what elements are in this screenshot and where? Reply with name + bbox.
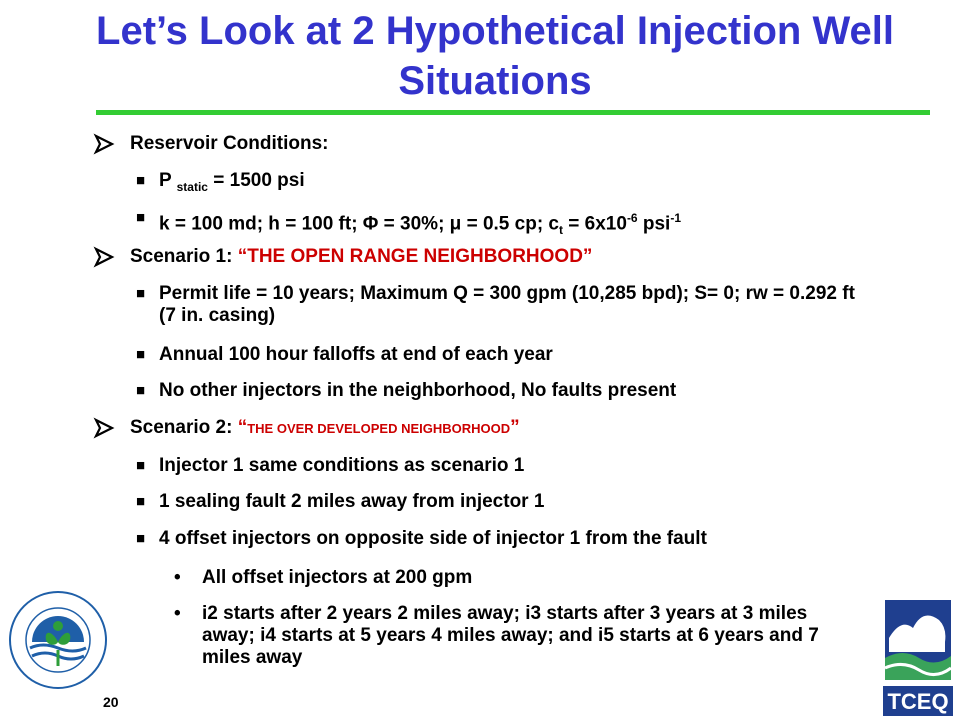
square-bullet-icon: ■ [136, 493, 146, 510]
square-bullet-icon: ■ [136, 530, 146, 547]
pstatic-text: P $_{static}$ = 1500 psi [159, 170, 305, 194]
scenario-1-heading: Scenario 1: “THE OPEN RANGE NEIGHBORHOOD” [130, 246, 593, 267]
reservoir-heading: Reservoir Conditions: [130, 133, 329, 154]
reservoir-properties-text: k = 100 md; h = 100 ft; Φ = 30%; μ = 0.5 cp; $c_t = 6x10^{-6}$ psi$^{-1}$ [159, 211, 682, 238]
square-bullet-icon: ■ [136, 172, 146, 189]
scenario-2-name: THE OVER DEVELOPED NEIGHBORHOOD [247, 421, 511, 436]
arrow-bullet-icon [92, 417, 116, 439]
square-bullet-icon: ■ [136, 457, 146, 474]
scenario-1-name: “THE OPEN RANGE NEIGHBORHOOD” [237, 246, 593, 267]
arrow-bullet-icon [92, 133, 116, 155]
tceq-logo [883, 598, 953, 716]
square-bullet-icon: ■ [136, 285, 146, 302]
round-bullet-icon: • [174, 567, 181, 588]
square-bullet-icon: ■ [136, 346, 146, 363]
arrow-bullet-icon [92, 246, 116, 268]
scenario-2-heading: Scenario 2: “THE OVER DEVELOPED NEIGHBORHOOD” [130, 417, 520, 438]
slide-title: Let’s Look at 2 Hypothetical Injection Well Situations [96, 9, 894, 103]
tceq-logo-text: TCEQ [887, 689, 949, 714]
round-bullet-icon: • [174, 603, 181, 624]
square-bullet-icon: ■ [136, 209, 146, 226]
page-number: 20 [103, 694, 119, 710]
slide-body: Reservoir Conditions: ■ P $_{static}$ = 1500 psi ■ k = 100 md; h = 100 ft; Φ = 30%; μ = 0.5 cp; $c_t = 6x10^{-6}$ psi$^{-1}$ Scenario 1: “THE OPEN RANGE NEIGHBORHOOD” ■ Permit life = 10 years; Maximum Q = 300 gpm (10,285 bpd); S= 0; rw = 0.292 ft (7 in. casing) ■ Annual 100 hour falloffs at end of each year ■ No other injectors in the neighborhood, No faults present Scenario 2: “THE OVER DEVELOPED NEIGHBORHOOD” ■ Injector 1 same conditions as scenario 1 ■ 1 sealing fault 2 miles away from injector 1 ■ 4 offset injectors on opposite side of injector 1 from the fault • All offset injectors at 200 gpm • i2 starts after 2 years 2 miles away; i3 starts after 3 years at 3 miles away; i4 starts at 5 years 4 miles away; and i5 starts at 6 years and 7 miles away [0, 0, 960, 720]
epa-logo [8, 590, 108, 690]
square-bullet-icon: ■ [136, 382, 146, 399]
